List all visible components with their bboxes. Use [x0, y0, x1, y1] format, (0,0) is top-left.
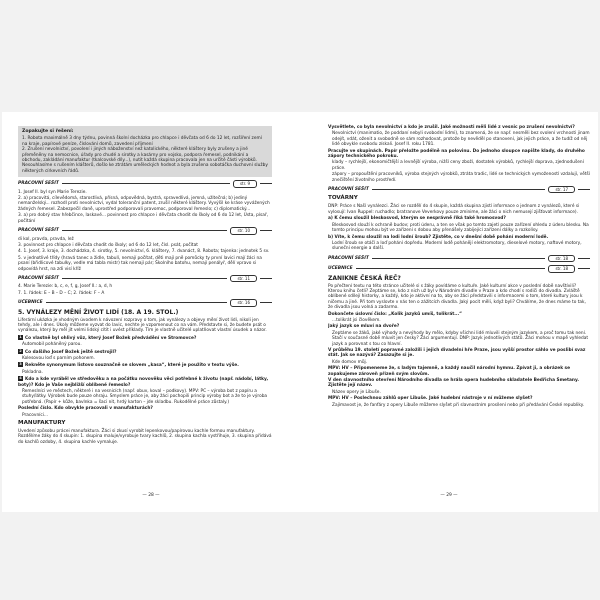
divider [578, 268, 590, 269]
workbook-label: PRACOVNÍ SEŠIT [328, 255, 369, 261]
page-pill: str. 17 [548, 186, 575, 193]
question-item [328, 366, 590, 377]
page-pill: str. 10 [230, 227, 257, 234]
subsection-text: DNP: Práce s Naší vynálezci. Žáci se rozdělí do 4 skupin, každá skupina zjistí informace o jednom z vynálezů, které si vylosují: Ivan Ruppel: ruchadlo; bratranove Veverkovy pouze zminime, ale žáci o nich nemusejí zjišťovat informace). [328, 204, 580, 215]
question-text: Co vlastně byl ohlivý vůz, který Josef Božek předvádění ve Stromovce? [25, 335, 197, 341]
question-text: Rekněte synonymum listovo souznačně se slovem „kasa“, které je použito v textu výše. [25, 363, 239, 369]
question-text: a) K čemu sloužil bleskosvod, kterým se nesprávně říká také hromosvod? [328, 216, 506, 222]
workbook-header [328, 255, 590, 262]
subsection-text: Uvedení způsobu prácei manufaktura. Žáci si zkusí vyrobit lepenkovou/papírovou kachle formou manufaktury. Rozdělíme žáky do 4 skupin: 1. skupina maluje/vyrobuje tvary kachlů, 2. skupina kachla vystřihuje, 3. skupina přidává do kachlů ozdoby, 4. skupina kachle vymaluje. [18, 429, 272, 445]
question-item [18, 335, 272, 348]
question-text: Co dalšího Josef Božek ještě sestrojil? [25, 349, 117, 355]
question-text: Poslední číslo. Kdo obvykle pracovali v manufakturách? [18, 406, 153, 412]
answer-text: ...tolikrát jsi člověkem. [332, 317, 381, 323]
answer-text: Automobil poháněný parou. [22, 342, 82, 348]
answer-line: di kol, pravda, pravda, lež [18, 236, 74, 242]
question-text: Pracujte ve skupinách. Papír přeložte podélně na polovinu. Do jednoho sloupce napište klady, do druhého zápory technického pokroku. [328, 148, 585, 160]
left-column [18, 126, 272, 498]
workbook-label: PRACOVNÍ SEŠIT [18, 181, 59, 187]
divider [62, 230, 228, 231]
divider [260, 278, 272, 279]
divider [372, 189, 546, 190]
page-pill: str. 18 [548, 255, 575, 262]
summary-line: 1. Robota maximálně 3 dny týdnu, povinná školní docházka pro chlapce i děvčata od 6 do 12 let, rozšíření zemí na kraje, papírové peníze, číslování domů, zavedení příjmení [22, 136, 262, 147]
workbook-label: PRACOVNÍ SEŠIT [328, 187, 369, 193]
summary-box [18, 126, 272, 177]
subsection-title: TOVÁRNY [328, 195, 358, 202]
answer-text: Lodní šroub se otáčí a loď pohání dopředu. Moderní lodě pohánějí elektromotory, dieselové motory, naftové motory, sluneční energie a další. [332, 240, 582, 252]
workbook-header [18, 227, 272, 234]
question-item [18, 362, 272, 375]
workbook-label: PRACOVNÍ SEŠIT [18, 228, 59, 234]
summary-line: 2. Zrušení nevolnictví, povolení i jiných náboženství než katolického, některé kláštery byly zrušeny a jiné přeměněny na nemocnice, úřady pro chudé a sirotky a kasárny pro vojsko, podpora řemesel, podnikání a obchodu, zakládání manufaktur (tkalcovské díly...), nutit každá skupina pracovala jen na určité části výrobků. Nesouhlasíme s rušením klášterů, došlo ke ztrátám uměleckých hodnot a byla zrušena sobotáčka duchovní služby některých církevních řádů. [22, 147, 268, 174]
question-text: Jaký jazyk se mluví na dvoře? [328, 324, 400, 330]
question-text: MPV: HV – Poslechnou záhlů oper Libuše. Jaké hudební nástroje v ní můžeme slyšet? [328, 396, 533, 402]
section-title: ZANIKNE ČESKÁ ŘEČ? [328, 274, 401, 282]
summary-title: Zopakujte si řešení: [22, 129, 74, 134]
answer-text: Nevolnictví (manimatio, že poddaní nebyli svobodní lidmi), to znamená, že se např. nesměli bez svolení vrchnosti jinam odejít, vdát, oženit a svobodně se sám rozhodovat, protože by nevěděl po stanovení, jak jejich práce, a že tudíž od něj lidé obvykle svobodu získali. Josef II. roku 1781. [332, 131, 590, 148]
question-text: V den slavnostního otevření Národního divadla se hrála opera hudebního skladatele Bedřicha Smetany. Zjistěte její název. [328, 378, 580, 389]
answer-text: Pracovníci... [22, 412, 49, 418]
answer-text: zápory – propouštění pracovníků, výroba stejných výrobků, ztráta tradic, lidé se technických vymožeností vzdalují, větší znečištění životního prostředí. [332, 172, 590, 183]
question-item [18, 376, 272, 405]
question-number: 2 [19, 348, 22, 353]
answer-line: 3. a) pro dobrý stav hřebčince, laskavé... povinnost pro chlapce i děvčata chodit do školy od 6 do 12 let, Ústa, písař, počítání [18, 213, 269, 224]
divider [260, 302, 272, 303]
answer-line: 3. povinnost pro chlapce i děvčata chodit do školy; od 6 do 12 let, čísl. psát, počítat [18, 242, 198, 248]
question-number: 3 [19, 362, 22, 367]
question-item [18, 349, 272, 362]
left-page [2, 112, 300, 512]
right-column [328, 124, 590, 498]
question-text: Kdo a kde vyráběl ve středověku a na počátku novověku věci potřebné k životu (např. nádobí, látky, boty)? Kdo je Vaše nejbližší oblíbené řemeslo? [18, 377, 269, 388]
textbook-header [18, 299, 272, 306]
divider [356, 268, 546, 269]
page-pill: str. 16 [230, 299, 257, 306]
divider [62, 183, 230, 184]
workbook-label: PRACOVNÍ SEŠIT [18, 275, 59, 281]
question-text: Dokončete úslovní číslo: „Kolik jazyků umíš, tolikrát...“ [328, 311, 462, 317]
workbook-header [18, 275, 272, 282]
answer-line: 2. a) pracovitá, cílevědomá, starostlivá, přísná, odpovědná, bystrá, spravedlivá, jemná, užitečná; b) jediný nemanželský... rozhodl proti nevolnictví, vydal toleranční patent, zrušil některé kláštery. Vyvýšil ke kráse vyvážených žádných řemesel. Zabezpečil daně, uprostřed podporovali pravomoc, podporoval řemeslo; c) diplomatický... [18, 196, 270, 212]
right-page [300, 112, 598, 512]
page-pill: str. 18 [548, 265, 575, 272]
question-text: b) Víte, k čemu sloužil na lodi lodní šroub? Zjistěte, co v dnešní době pohání moderní lodě. [328, 234, 549, 240]
answer-text: Název opery je Libuše. [332, 389, 381, 395]
page-pill: str. 9 [233, 180, 257, 187]
answer-line: 4. 1. Josef, 3. kraje, 3. dochádzka, 4. sirotky, 5. nevolnictví, 6. kláštery, 7. dvanáct, 8. Robota; tajenka: jednotek 5 sv. [18, 249, 270, 255]
question-text: MPV: HV – Připomeneme že, s ladým tajemně, a každý naučil národní hymnu. Zpívat ji, a obrázek se zopakujeme zároveň přízeň svým slovům. [328, 366, 571, 377]
textbook-header [328, 265, 590, 272]
workbook-header [18, 180, 272, 187]
answer-line: 4. Marie Terezie: b, c, e, f, g, Josef II.: a, d, h [18, 284, 113, 290]
page-number: — 29 — [440, 493, 458, 498]
textbook-label: UČEBNICE [328, 266, 353, 272]
subsection-title: MANUFAKTURY [18, 420, 66, 427]
divider [46, 302, 228, 303]
workbook-header [328, 186, 590, 193]
divider [578, 189, 590, 190]
divider [578, 258, 590, 259]
textbook-label: UČEBNICE [18, 300, 43, 306]
question-number: 4 [19, 376, 22, 381]
divider [62, 278, 228, 279]
question-text: Vysvětlete, co byla nevolnictví a kdo je zrušil. Jaké možnosti měli lidé z vesnic po zrušení nevolnictví? [328, 125, 575, 130]
question-text: V průběhu 19. století popravné založili i jejich divadelní hře Praze, jsou vyšší prostor sáhlo ve poslibí svaz stát. Jak se nazývá? Zasazujte si je. [328, 348, 586, 359]
question-item [328, 324, 590, 347]
answer-text: klady – rychlejší, ekonomičtější a levnější výroba, nižší ceny zboží, dostatek výrobků, rychlejší doprava, zjednodušení práce. [332, 160, 584, 171]
question-item [328, 378, 590, 395]
divider [260, 183, 272, 184]
answer-text: Pokladna. [22, 369, 43, 375]
question-item [328, 312, 590, 324]
answer-text: Zeptáme se žáků, jaké výhody a nevýhody by mělo, kdyby všichni lidé mluvili stejným jazykem, a proč tomu tak není. Stačí v současné době mluvit jen česky? Žáci argumentují. DNP: Jazyk jednotlivých států. Žáci mohou v mapě vyhledat jazyk a porovnat s tou co hlavní. [332, 330, 589, 347]
question-item [328, 348, 590, 365]
answer-text: Řemeslníci ve městech, některé i na vesnicích (např. obuv, koval – podkovy). MPV: PC – výroba bot z papíru a stuhy/látky. Výrobek bude pouze ohraju. Smyslem práce je, aby žáci pochopili princip výroby bot a že to je výroba potřebná. (Papír + kůže, bavlnka = šaci nit, hrdý karton – jde skladbu. Rukodělné práce zůstaly.) [22, 389, 268, 405]
page-pill: str. 11 [230, 275, 257, 282]
answer-text: Bleskosvod slouží k ochraně budov; proti úderu, a ten se však po tomto zajetí pouze zařízení ohledu z úderu blesku. Na tomto principu mohou být ve zařízení s dobou aby přenášely zabíjející zařízení dálky a rozkolísy. [332, 222, 589, 234]
divider [260, 230, 272, 231]
answer-text: Zajímavost je, že fanfáry z opery Libuše můžeme slyšet při slavnostním prosílení nebo při předávání České republiky. [332, 402, 584, 408]
answer-line: 7. 1. řádek: E – B – D – C; 2. řádek: F – A [18, 290, 105, 296]
answer-line: 5. v jednotlivé třídy (hravá tanec a židle, tabulí, nemají počítat, děti mají pně pomůcky ty první lavici mají žáci na psaní (břidlicové tabulky, vedle má tabla mistr) tak nemají pár; Školního batohu, nemají penályř, dělí vpravo si odpovídá hrst, na zdi visí kříž [18, 255, 262, 272]
question-item [328, 396, 590, 408]
section-intro: Liferární ukázka je vhodným úvodem k návození rozpravy o tom, jak vynálezy a objevy mění život lidí, nikoli jen tehdy, ale i dnes. Úkoly můžeme vyzvat do lavic, nechte je vzpomenout co na vám. Představte si, že budete psát o vynálezu, který by měl jít velmi lidský cítit i uvést příklady. Tím je vlastně učitelé uplatňovat vlastní úsudek a názor. [18, 317, 267, 334]
section-intro: Po přečtení textu na této stránce učitelé si s žáky povídáme o kultuře. Jaké kulturní akce v poslední době navštívili? Kterou knihu četli? Zeptáme se, kdo z nich už byl v Národním divadle v Praze a kdo chodí s rodiči do divadla. Zvláště oblíbené sdílejí historky, a každý, kdo je aktivní na to, aby se žáci představili s informacemi o tom, které kultury jsou k ničemu a jiné. Při tom vyslovte v nás ten o zážitcích divadla. Jaký pocit měli, když byli? Chválíme, že dnes máme to tak, že divadla jsou volná a zadarmo. [328, 283, 586, 311]
answer-text: Kolesovou loď s parním pohonem. [22, 356, 95, 361]
divider [372, 258, 546, 259]
section-title: 5. VYNÁLEZY MĚNÍ ŽIVOT LIDÍ (18. A 19. STOL.) [18, 308, 179, 316]
question-item [18, 406, 272, 418]
answer-line: 1. Josef II. byl syn Marie Terezie. [18, 189, 87, 195]
question-number: 1 [19, 334, 22, 339]
answer-text: Kde domov můj. [332, 359, 368, 365]
page-number: — 28 — [142, 493, 160, 498]
